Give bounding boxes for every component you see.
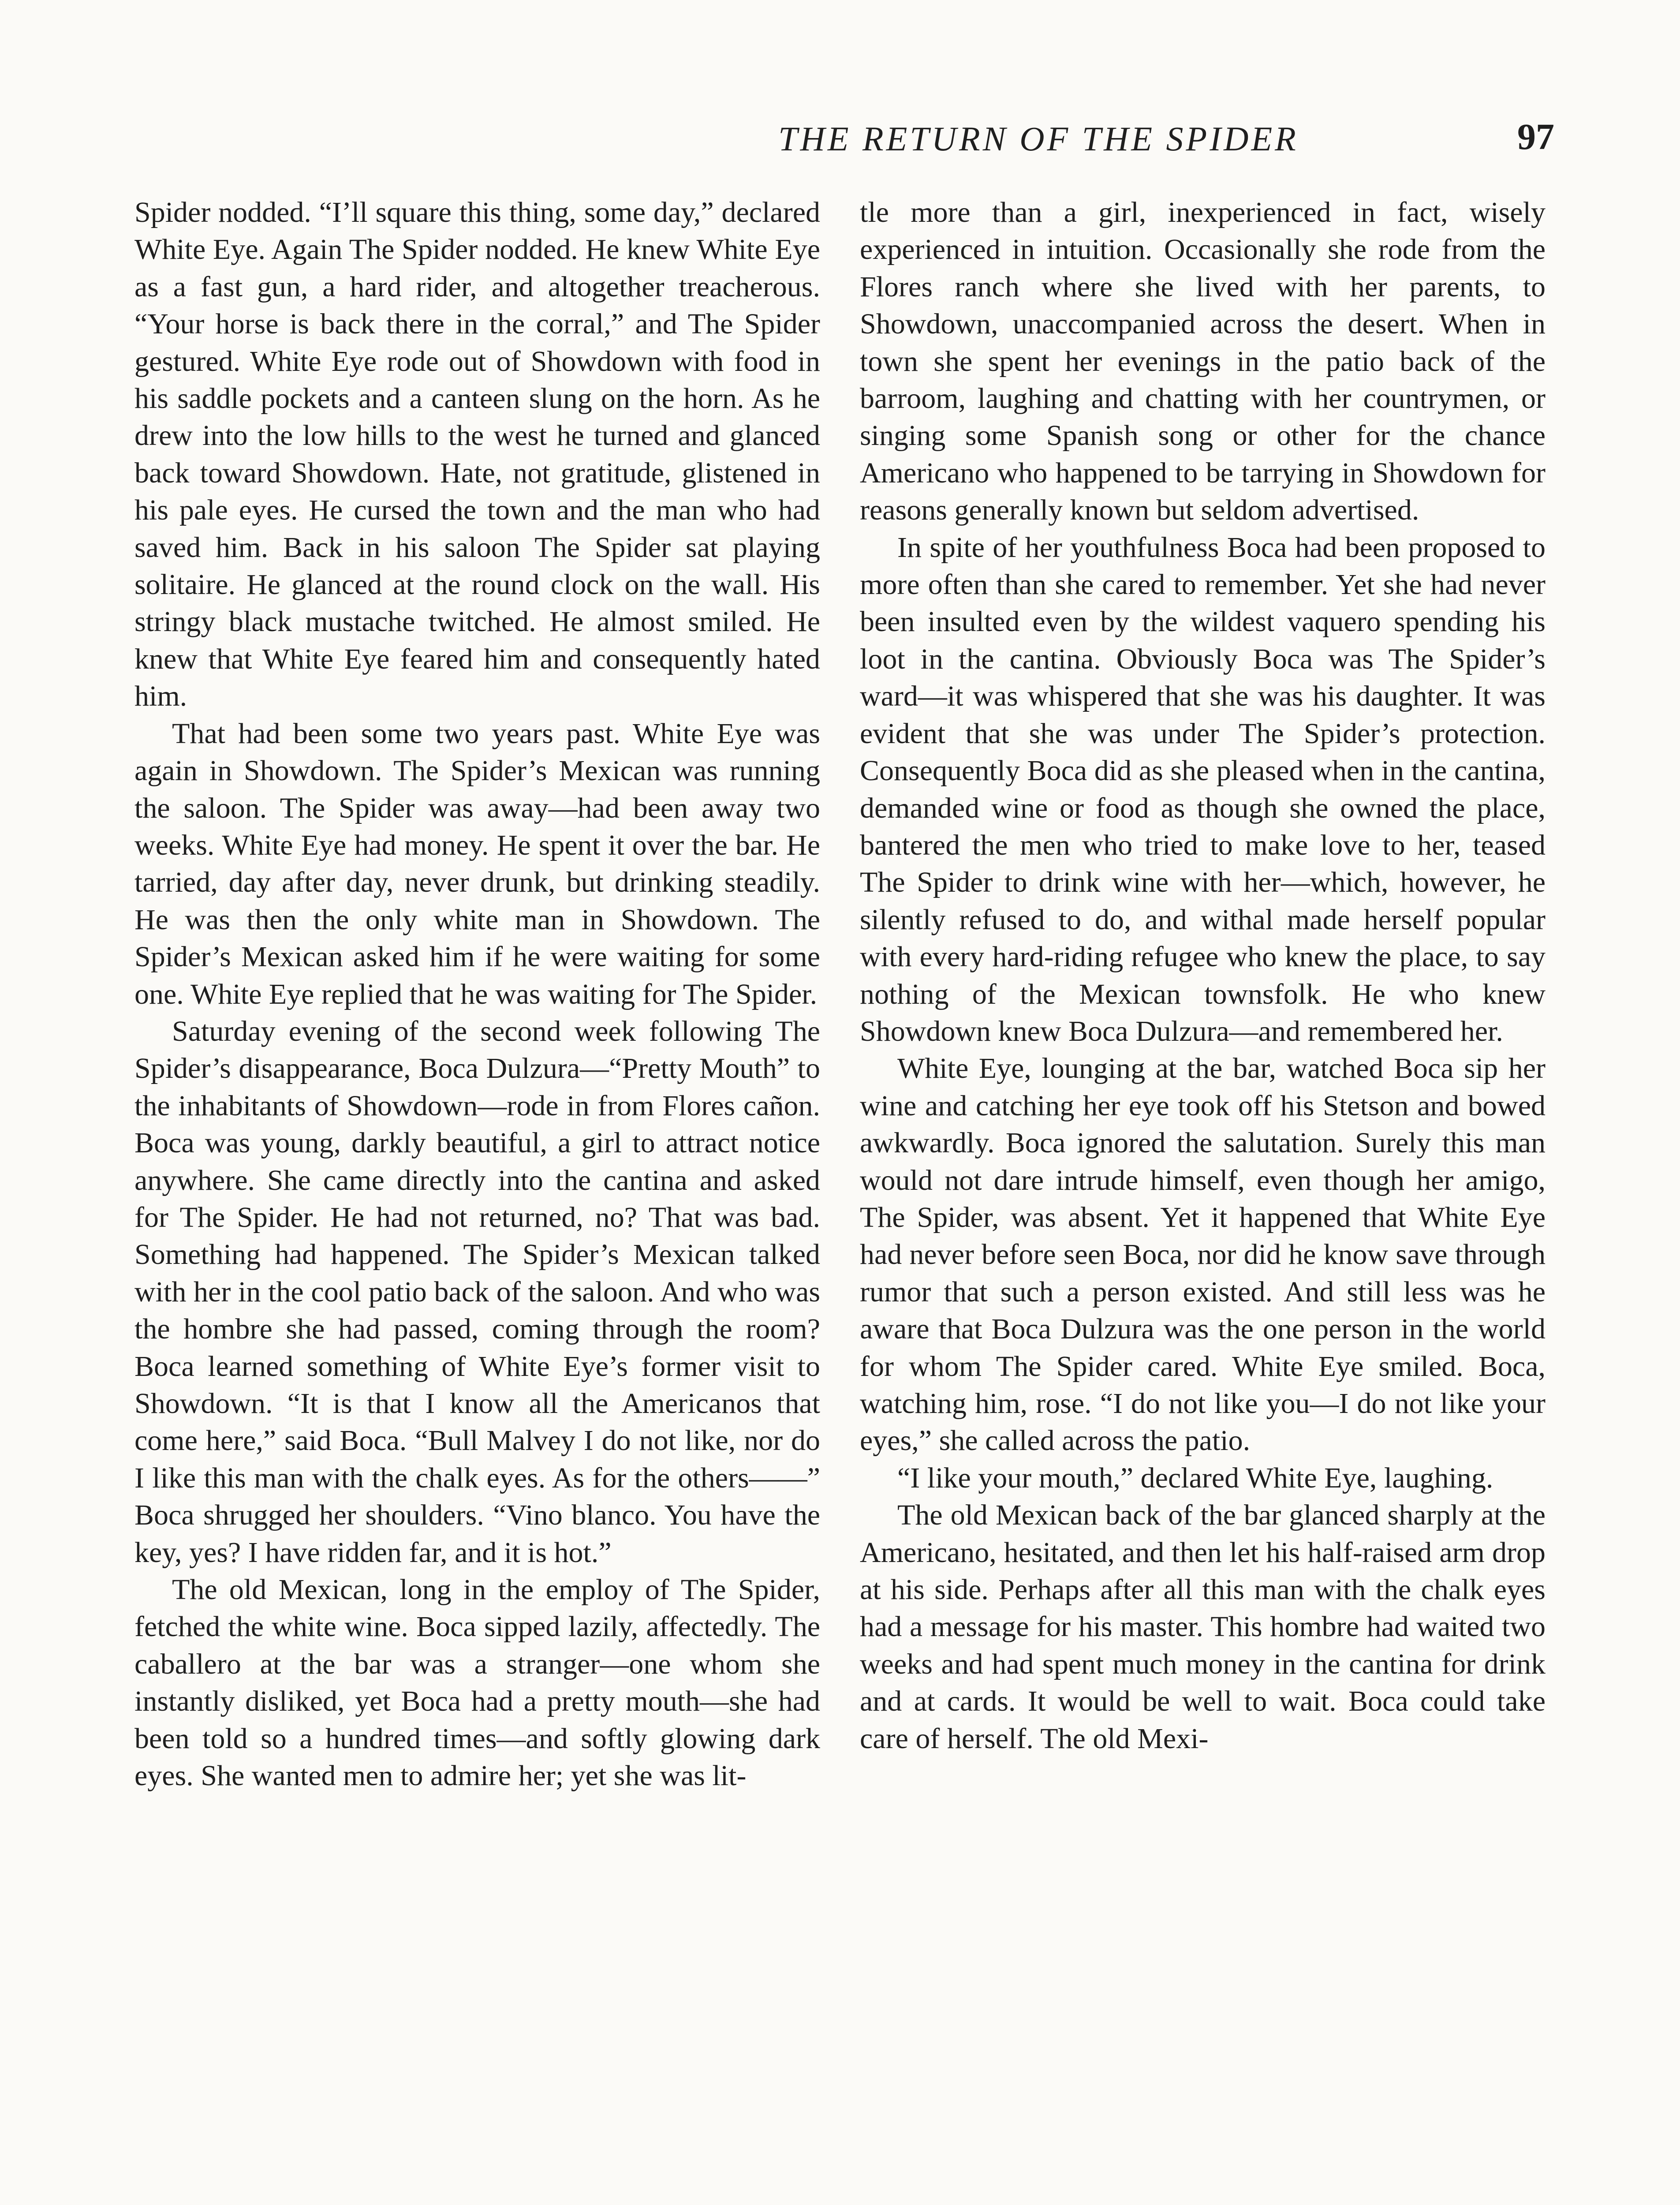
right-column bbox=[860, 194, 1546, 1757]
page-number: 97 bbox=[1517, 116, 1554, 157]
running-title: THE RETURN OF THE SPIDER bbox=[778, 120, 1299, 158]
paragraph: The old Mexican, long in the employ of The Spider, fetched the white wine. Boca sipped lazily, affectedly. The caballero at the bar was a stranger—one whom she instantly disliked, yet Boca had a pretty mouth—she had been told so a hundred times—and softly glowing dark eyes. She wanted men to admire her; yet she was lit- bbox=[134, 1573, 820, 1792]
paragraph: Saturday evening of the second week following The Spider’s disappearance, Boca Dulzura—“Pretty Mouth” to the inhabitants of Showdown—rode in from Flores cañon. Boca was young, darkly beautiful, a girl to attract notice anywhere. She came directly into the cantina and asked for The Spider. He had not returned, no? That was bad. Something had happened. The Spider’s Mexican talked with her in the cool patio back of the saloon. And who was the hombre she had passed, coming through the room? Boca learned something of White Eye’s former visit to Showdown. “It is that I know all the Americanos that come here,” said Boca. “Bull Malvey I do not like, nor do I like this man with the chalk eyes. As for the others——” Boca shrugged her shoulders. “Vino blanco. You have the key, yes? I have ridden far, and it is hot.” bbox=[134, 1015, 820, 1569]
paragraph: In spite of her youthfulness Boca had been proposed to more often than she cared to remember. Yet she had never been insulted even by the wildest vaquero spending his loot in the cantina. Obviously Boca was The Spider’s ward—it was whispered that she was his daughter. It was evident that she was under The Spider’s protection. Consequently Boca did as she pleased when in the cantina, demanded wine or food as though she owned the place, bantered the men who tried to make love to her, teased The Spider to drink wine with her—which, however, he silently refused to do, and withal made herself popular with every hard-riding refugee who knew the place, to say nothing of the Mexican townsfolk. He who knew Showdown knew Boca Dulzura—and remembered her. bbox=[860, 531, 1546, 1047]
left-column bbox=[134, 194, 820, 1794]
paragraph: tle more than a girl, inexperienced in fact, wisely experienced in intuition. Occasionally she rode from the Flores ranch where she lived with her parents, to Showdown, unaccompanied across the desert. When in town she spent her evenings in the patio back of the barroom, laughing and chatting with her countrymen, or singing some Spanish song or other for the chance Americano who happened to be tarrying in Showdown for reasons generally known but seldom advertised. bbox=[860, 196, 1546, 527]
paragraph: That had been some two years past. White Eye was again in Showdown. The Spider’s Mexican was running the saloon. The Spider was away—had been away two weeks. White Eye had money. He spent it over the bar. He tarried, day after day, never drunk, but drinking steadily. He was then the only white man in Showdown. The Spider’s Mexican asked him if he were waiting for some one. White Eye replied that he was waiting for The Spider. bbox=[134, 717, 820, 1010]
paragraph: White Eye, lounging at the bar, watched Boca sip her wine and catching her eye took off his Stetson and bowed awkwardly. Boca ignored the salutation. Surely this man would not dare intrude himself, even though her amigo, The Spider, was absent. Yet it happened that White Eye had never before seen Boca, nor did he know save through rumor that such a person existed. And still less was he aware that Boca Dulzura was the one person in the world for whom The Spider cared. White Eye smiled. Boca, watching him, rose. “I do not like you—I do not like your eyes,” she called across the patio. bbox=[860, 1052, 1546, 1457]
paragraph: Spider nodded. “I’ll square this thing, some day,” declared White Eye. Again The Spider nodded. He knew White Eye as a fast gun, a hard rider, and altogether treacherous. “Your horse is back there in the corral,” and The Spider gestured. White Eye rode out of Showdown with food in his saddle pockets and a canteen slung on the horn. As he drew into the low hills to the west he turned and glanced back toward Showdown. Hate, not gratitude, glistened in his pale eyes. He cursed the town and the man who had saved him. Back in his saloon The Spider sat playing solitaire. He glanced at the round clock on the wall. His stringy black mustache twitched. He almost smiled. He knew that White Eye feared him and consequently hated him. bbox=[134, 196, 820, 713]
paragraph: “I like your mouth,” declared White Eye, laughing. bbox=[897, 1461, 1493, 1494]
paragraph: The old Mexican back of the bar glanced sharply at the Americano, hesitated, and then let his half-raised arm drop at his side. Perhaps after all this man with the chalk eyes had a message for his master. This hombre had waited two weeks and had spent much money in the cantina for drink and at cards. It would be well to wait. Boca could take care of herself. The old Mexi- bbox=[860, 1499, 1546, 1755]
